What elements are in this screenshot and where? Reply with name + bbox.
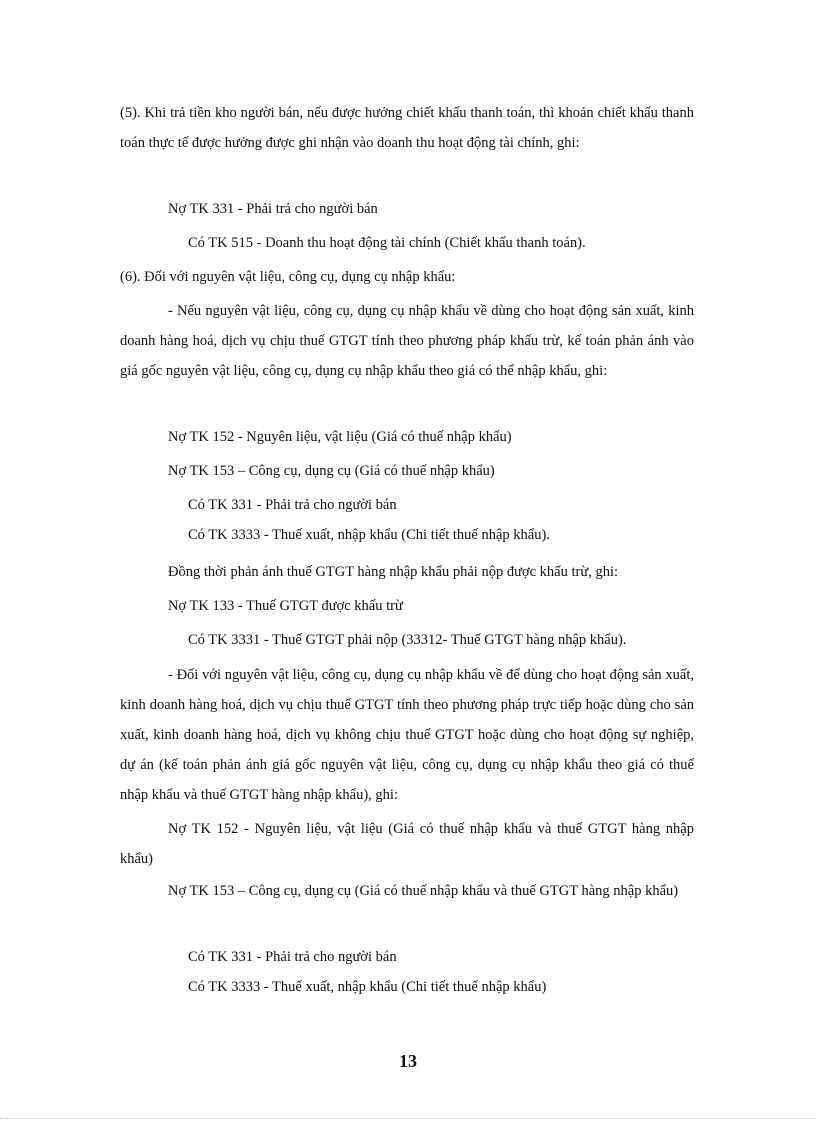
paragraph-item-5-discount: (5). Khi trả tiền kho người bán, nếu được hưởng chiết khấu thanh toán, thì khoản chiết khấu thanh toán thực tế được hưởng được ghi nhận vào doanh thu hoạt động tài chính, ghi: [120,105,694,151]
entry-debit-152: Nợ TK 152 - Nguyên liệu, vật liệu (Giá có thuế nhập khẩu) [168,429,512,445]
paragraph-vat-import: Đồng thời phản ánh thuế GTGT hàng nhập khẩu phải nộp được khấu trừ, ghi: [168,564,618,580]
entry-credit-331-second: Có TK 331 - Phải trả cho người bán [188,949,397,965]
paragraph-import-deduction: - Nếu nguyên vật liệu, công cụ, dụng cụ nhập khẩu về dùng cho hoạt động sản xuất, kinh doanh hàng hoá, dịch vụ chịu thuế GTGT tính theo phương pháp khấu trừ, kế toán phản ánh vào giá gốc nguyên vật liệu, công cụ, dụng cụ nhập khẩu theo giá có thể nhập khẩu, ghi: [120,303,694,379]
footer-divider [0,1118,816,1119]
entry-debit-331: Nợ TK 331 - Phải trả cho người bán [168,201,378,217]
entry-credit-3331: Có TK 3331 - Thuế GTGT phải nộp (33312- Thuế GTGT hàng nhập khẩu). [188,632,627,648]
page-number: 13 [399,1051,417,1071]
paragraph-import-direct: - Đối với nguyên vật liệu, công cụ, dụng cụ nhập khẩu về để dùng cho hoạt động sản xuất, kinh doanh hàng hoá, dịch vụ chịu thuế GTGT tính theo phương pháp trực tiếp hoặc dùng cho sản xuất, kinh doanh hàng hoá, dịch vụ không chịu thuế GTGT hoặc dùng cho hoạt động sự nghiệp, dự án (kế toán phản ánh giá gốc nguyên vật liệu, công cụ, dụng cụ nhập khẩu theo giá có thuế nhập khẩu và thuế GTGT hàng nhập khẩu), ghi: [120,667,694,803]
entry-credit-3333: Có TK 3333 - Thuế xuất, nhập khẩu (Chi tiết thuế nhập khẩu). [188,527,550,543]
entry-credit-331: Có TK 331 - Phải trả cho người bán [188,497,397,513]
entry-debit-152-vat: Nợ TK 152 - Nguyên liệu, vật liệu (Giá có thuế nhập khẩu và thuế GTGT hàng nhập khẩu) [120,821,694,867]
entry-debit-153-vat: Nợ TK 153 – Công cụ, dụng cụ (Giá có thuế nhập khẩu và thuế GTGT hàng nhập khẩu) [168,883,679,899]
entry-credit-515: Có TK 515 - Doanh thu hoạt động tài chính (Chiết khấu thanh toán). [188,235,586,251]
entry-credit-3333-second: Có TK 3333 - Thuế xuất, nhập khẩu (Chi tiết thuế nhập khẩu) [188,979,547,995]
paragraph-item-6-heading: (6). Đối với nguyên vật liệu, công cụ, dụng cụ nhập khẩu: [120,269,456,285]
entry-debit-153: Nợ TK 153 – Công cụ, dụng cụ (Giá có thuế nhập khẩu) [168,463,495,479]
entry-debit-133: Nợ TK 133 - Thuế GTGT được khấu trừ [168,598,403,614]
